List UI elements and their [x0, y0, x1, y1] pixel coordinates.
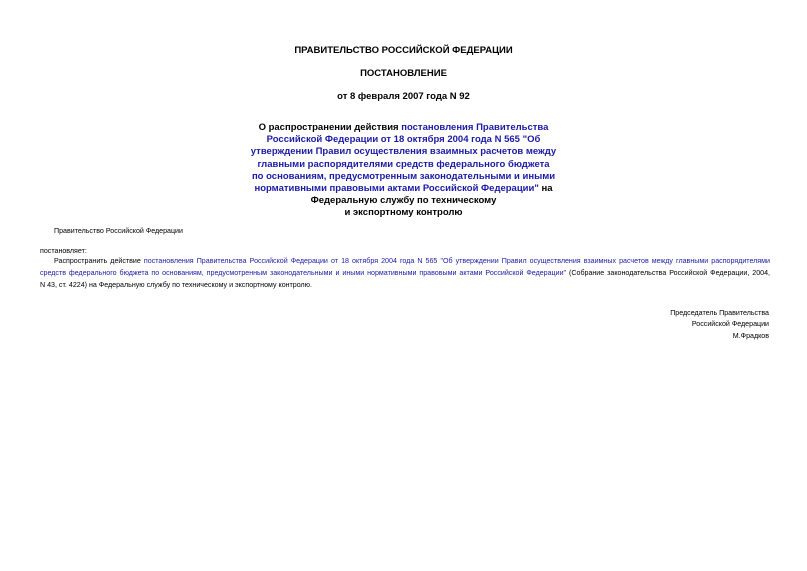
decree-paragraph: [40, 255, 770, 291]
signature-position: Председатель Правительства: [670, 309, 769, 317]
decree-link[interactable]: постановления Правительства Российской Федерации от 18 октября 2004 года N 565 "Об утверждении Правил осуществления взаимных расчетов между главными распорядителями: [143, 257, 770, 265]
title-text: О распространении действия: [258, 122, 402, 133]
government-header: ПРАВИТЕЛЬСТВО РОССИЙСКОЙ ФЕДЕРАЦИИ: [294, 45, 513, 56]
signature-name: М.Фрадков: [732, 331, 769, 340]
title-line: Федеральную службу по техническому: [310, 195, 497, 207]
decree-link[interactable]: нормативными правовыми актами Российской Федерации": [254, 183, 539, 195]
title-text: на: [538, 183, 553, 195]
title-line: [0, 122, 807, 134]
paragraph-line: [40, 255, 770, 267]
paragraph-line: N 43, ст. 4224) на Федеральную службу по техническому и экспортному контролю.: [40, 281, 312, 289]
document-type: ПОСТАНОВЛЕНИЕ: [360, 68, 447, 79]
signature-block: [670, 308, 769, 342]
decree-link[interactable]: постановления Правительства: [401, 122, 549, 133]
document-title: [0, 122, 807, 220]
paragraph-text: (Собрание законодательства Российской Федерации, 2004,: [566, 269, 770, 277]
decree-link[interactable]: утверждении Правил осуществления взаимных расчетов между: [250, 146, 557, 158]
decree-link[interactable]: Российской Федерации от 18 октября 2004 года N 565 "Об: [266, 134, 541, 146]
decrees-word: постановляет:: [40, 247, 87, 255]
decree-link[interactable]: средств федерального бюджета по основаниям, предусмотренным законодательными и иными нормативными правовыми актами Российской Федерации": [40, 269, 567, 277]
paragraph-text: Распространить действие: [54, 257, 144, 265]
issuer-name: Правительство Российской Федерации: [54, 227, 183, 235]
paragraph-line: [40, 267, 770, 279]
title-line: [0, 183, 807, 195]
decree-link[interactable]: главными распорядителями средств федерального бюджета: [257, 158, 550, 170]
signature-position: Российской Федерации: [691, 320, 769, 329]
title-line: и экспортному контролю: [344, 207, 463, 219]
document-date-number: от 8 февраля 2007 года N 92: [337, 91, 470, 102]
decree-link[interactable]: по основаниям, предусмотренным законодательными и иными: [251, 170, 556, 182]
